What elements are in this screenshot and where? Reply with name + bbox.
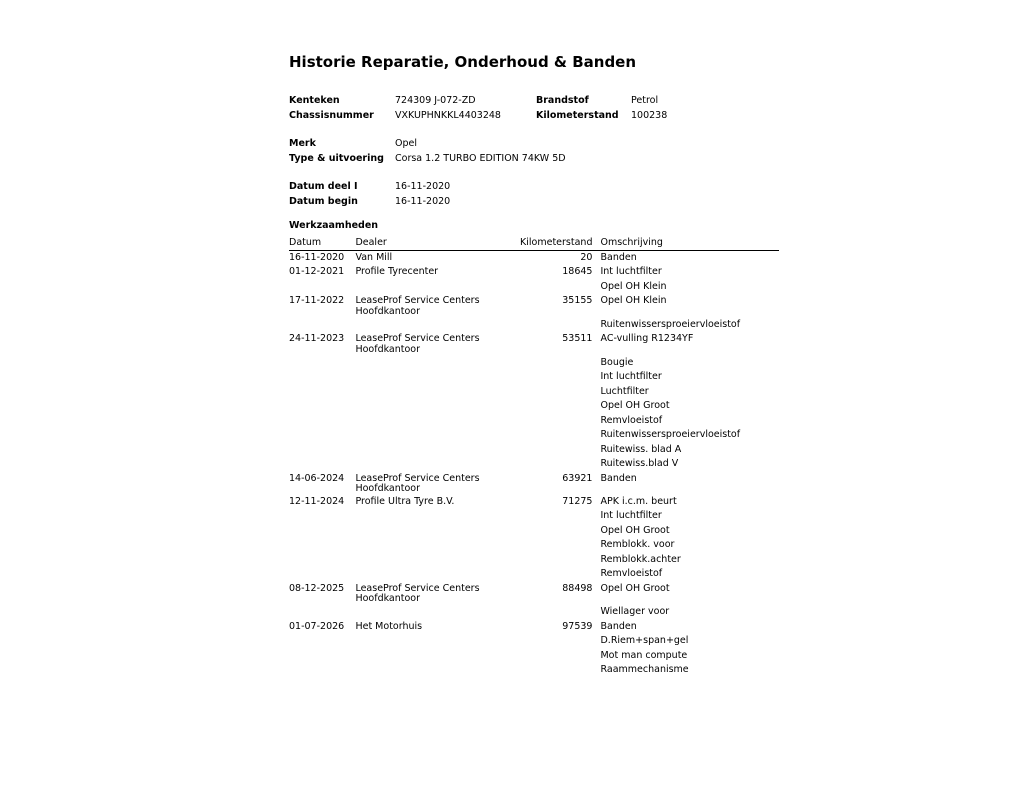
table-header (289, 236, 779, 251)
row-kilometerstand: 71275 (562, 495, 593, 507)
omschrijving-item: D.Riem+span+gel (600, 635, 689, 646)
dealer-line: Van Mill (355, 251, 393, 263)
dealer-line: Het Motorhuis (355, 620, 423, 632)
dealer-line: LeaseProf Service Centers (355, 472, 480, 484)
dealer-line: Hoofdkantoor (355, 483, 421, 494)
row-dealer (355, 495, 514, 508)
row-date: 08-12-2025 (289, 582, 345, 594)
page-title: Historie Reparatie, Onderhoud & Banden (289, 53, 637, 71)
omschrijving-item: Int luchtfilter (600, 510, 662, 521)
vehicle-dates (289, 180, 779, 209)
row-date: 24-11-2023 (289, 333, 345, 344)
table-body (289, 251, 779, 678)
table-row (289, 582, 779, 620)
omschrijving-item: Opel OH Klein (600, 295, 667, 306)
row-omschrijving (592, 265, 779, 294)
info-row (289, 109, 779, 124)
row-omschrijving (592, 582, 779, 620)
chassis-value: VXKUPHNKKL4403248 (395, 109, 501, 121)
dealer-line: Profile Tyrecenter (355, 266, 439, 277)
row-omschrijving (592, 472, 779, 487)
table-row (289, 251, 779, 266)
row-kilometerstand: 97539 (562, 620, 593, 632)
info-row (289, 137, 779, 152)
row-dealer (355, 294, 514, 317)
datum-deel-label: Datum deel I (289, 181, 358, 192)
row-dealer (355, 332, 514, 355)
vehicle-model (289, 137, 779, 166)
kilometerstand-value: 100238 (631, 109, 668, 121)
row-dealer (355, 620, 514, 633)
merk-value: Opel (395, 138, 417, 149)
row-dealer (355, 265, 514, 278)
row-date: 17-11-2022 (289, 295, 345, 306)
omschrijving-item: Banden (600, 251, 637, 263)
dealer-line: Profile Ultra Tyre B.V. (355, 495, 455, 507)
type-label: Type & uitvoering (289, 152, 384, 164)
omschrijving-item: Wiellager voor (600, 606, 670, 617)
row-kilometerstand: 35155 (562, 295, 593, 306)
column-header-kilometerstand: Kilometerstand (520, 236, 593, 248)
info-row (289, 180, 779, 195)
row-omschrijving (592, 495, 779, 582)
kenteken-value: 724309 J-072-ZD (395, 95, 476, 106)
omschrijving-item: Remvloeistof (600, 414, 663, 426)
dealer-line: Hoofdkantoor (355, 305, 421, 317)
omschrijving-item: Int luchtfilter (600, 371, 662, 382)
dealer-line: LeaseProf Service Centers (355, 333, 480, 344)
omschrijving-item: Ruitewiss. blad A (600, 443, 682, 455)
omschrijving-item: Opel OH Groot (600, 400, 670, 411)
omschrijving-item: Opel OH Groot (600, 524, 670, 536)
row-omschrijving (592, 332, 779, 472)
info-row (289, 152, 779, 167)
brandstof-value: Petrol (631, 95, 659, 106)
merk-label: Merk (289, 138, 316, 149)
omschrijving-item: Ruitenwissersproeiervloeistof (600, 429, 741, 440)
report (289, 53, 779, 678)
omschrijving-item: Ruitewiss.blad V (600, 458, 679, 469)
omschrijving-item: AC-vulling R1234YF (600, 333, 694, 344)
row-kilometerstand: 20 (580, 251, 593, 263)
omschrijving-item: Luchtfilter (600, 385, 649, 397)
omschrijving-item: Mot man compute (600, 649, 688, 661)
table-row (289, 495, 779, 582)
row-kilometerstand: 18645 (562, 266, 593, 277)
info-row (289, 195, 779, 210)
row-kilometerstand: 63921 (562, 472, 593, 484)
table-row (289, 294, 779, 332)
chassis-label: Chassisnummer (289, 109, 374, 121)
dealer-line: Hoofdkantoor (355, 343, 421, 355)
omschrijving-item: Int luchtfilter (600, 266, 662, 277)
column-header-dealer: Dealer (355, 236, 387, 248)
row-dealer (355, 582, 514, 605)
row-omschrijving (592, 251, 779, 266)
omschrijving-item: Opel OH Klein (600, 280, 667, 292)
kilometerstand-label: Kilometerstand (536, 109, 619, 121)
column-header-omschrijving: Omschrijving (600, 236, 663, 248)
table-row (289, 332, 779, 472)
type-value: Corsa 1.2 TURBO EDITION 74KW 5D (395, 152, 566, 164)
row-omschrijving (592, 294, 779, 332)
omschrijving-item: Bougie (600, 356, 634, 368)
row-date: 14-06-2024 (289, 472, 345, 484)
row-kilometerstand: 53511 (562, 333, 593, 344)
omschrijving-item: Banden (600, 620, 637, 632)
dealer-line: LeaseProf Service Centers (355, 582, 480, 594)
row-omschrijving (592, 620, 779, 678)
row-dealer (355, 472, 514, 495)
kenteken-label: Kenteken (289, 95, 340, 106)
row-date: 12-11-2024 (289, 495, 345, 507)
brandstof-label: Brandstof (536, 95, 589, 106)
row-date: 01-07-2026 (289, 620, 345, 632)
datum-deel-value: 16-11-2020 (395, 181, 451, 192)
omschrijving-item: Remblokk. voor (600, 539, 675, 550)
dealer-line: LeaseProf Service Centers (355, 295, 480, 306)
omschrijving-item: Ruitenwissersproeiervloeistof (600, 318, 741, 330)
vehicle-identification (289, 94, 779, 123)
table-row (289, 472, 779, 495)
omschrijving-item: Remblokk.achter (600, 553, 681, 565)
omschrijving-item: Opel OH Groot (600, 582, 670, 594)
table-row (289, 620, 779, 678)
omschrijving-item: Remvloeistof (600, 568, 663, 579)
omschrijving-item: APK i.c.m. beurt (600, 495, 677, 507)
row-date: 16-11-2020 (289, 251, 345, 263)
werkzaamheden-heading: Werkzaamheden (289, 220, 379, 231)
omschrijving-item: Raammechanisme (600, 664, 689, 675)
row-kilometerstand: 88498 (562, 582, 593, 594)
datum-begin-value: 16-11-2020 (395, 195, 451, 207)
omschrijving-item: Banden (600, 472, 637, 484)
datum-begin-label: Datum begin (289, 195, 358, 207)
info-row (289, 94, 779, 109)
dealer-line: Hoofdkantoor (355, 593, 421, 604)
row-dealer (355, 251, 514, 264)
table-row (289, 265, 779, 294)
row-date: 01-12-2021 (289, 266, 345, 277)
column-header-datum: Datum (289, 236, 322, 248)
